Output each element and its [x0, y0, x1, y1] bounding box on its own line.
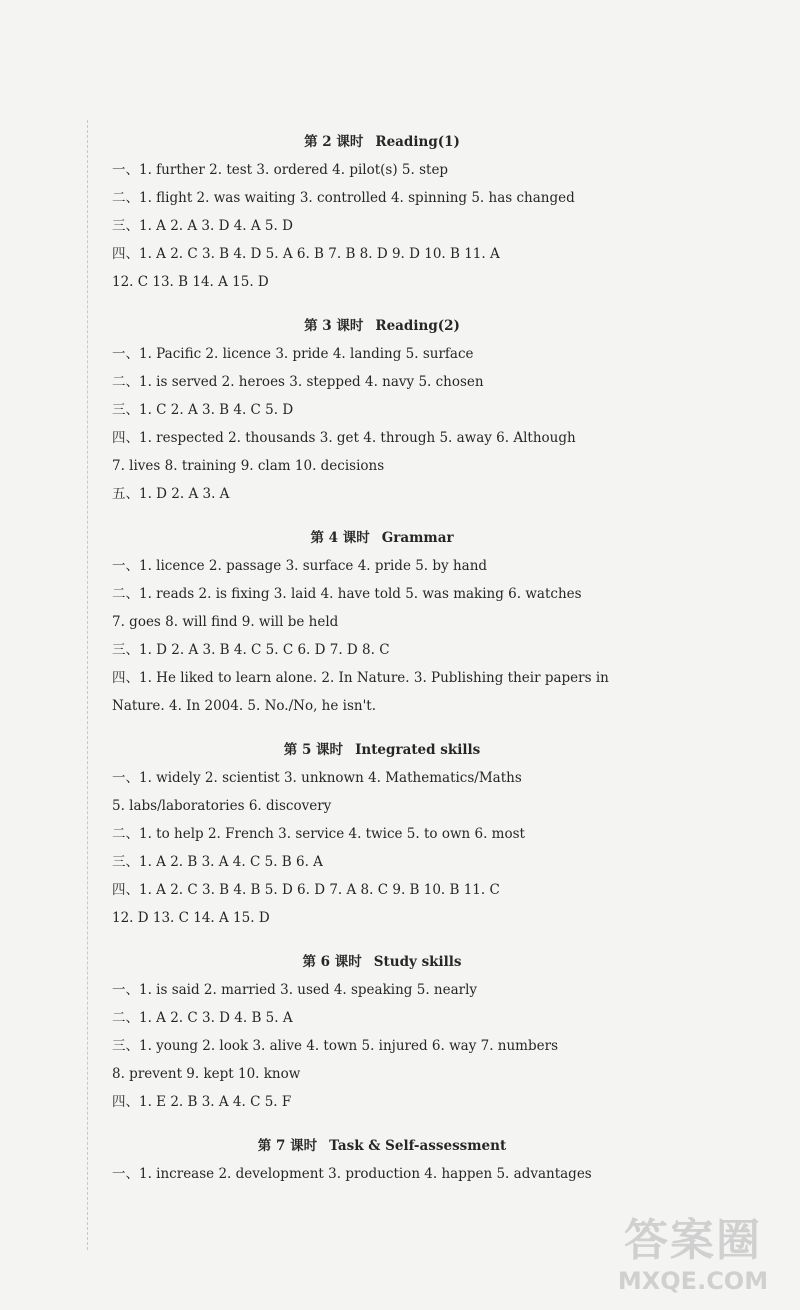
lesson-section-6 [112, 948, 652, 1116]
answer-line: 一、1. is said 2. married 3. used 4. speaking 5. nearly [112, 982, 478, 998]
lesson-topic: Integrated skills [355, 742, 481, 758]
lesson-topic: Reading(1) [375, 134, 460, 150]
lesson-number: 第 4 课时 [310, 530, 370, 546]
answer-line: 三、1. D 2. A 3. B 4. C 5. C 6. D 7. D 8. C [112, 642, 390, 658]
section-title [112, 736, 652, 764]
answer-line: 一、1. increase 2. development 3. production 4. happen 5. advantages [112, 1166, 592, 1182]
lesson-number: 第 6 课时 [302, 954, 362, 970]
answer-line: 7. goes 8. will find 9. will be held [112, 614, 339, 630]
section-title [112, 524, 652, 552]
lesson-topic: Grammar [381, 530, 454, 546]
watermark-domain: MXQE.COM [617, 1267, 769, 1295]
answer-line: 四、1. A 2. C 3. B 4. D 5. A 6. B 7. B 8. D 9. D 10. B 11. A [112, 246, 500, 262]
section-title [112, 948, 652, 976]
answer-line: 三、1. young 2. look 3. alive 4. town 5. injured 6. way 7. numbers [112, 1038, 559, 1054]
answer-line: 四、1. E 2. B 3. A 4. C 5. F [112, 1094, 292, 1110]
answer-line: 二、1. is served 2. heroes 3. stepped 4. navy 5. chosen [112, 374, 484, 390]
answer-line: 四、1. A 2. C 3. B 4. B 5. D 6. D 7. A 8. C 9. B 10. B 11. C [112, 882, 500, 898]
answer-line: 三、1. A 2. B 3. A 4. C 5. B 6. A [112, 854, 323, 870]
answer-line: 二、1. reads 2. is fixing 3. laid 4. have told 5. was making 6. watches [112, 586, 582, 602]
lesson-number: 第 3 课时 [304, 318, 364, 334]
answer-line: 二、1. flight 2. was waiting 3. controlled 4. spinning 5. has changed [112, 190, 575, 206]
lesson-section-3 [112, 312, 652, 508]
lesson-topic: Study skills [373, 954, 462, 970]
site-watermark-logo [598, 1214, 788, 1304]
lesson-number: 第 2 课时 [304, 134, 364, 150]
section-title [112, 312, 652, 340]
answer-line: 二、1. A 2. C 3. D 4. B 5. A [112, 1010, 293, 1026]
answer-line: 三、1. C 2. A 3. B 4. C 5. D [112, 402, 294, 418]
lesson-number: 第 7 课时 [257, 1138, 318, 1154]
lesson-section-4 [112, 524, 652, 720]
answer-line: 四、1. He liked to learn alone. 2. In Nature. 3. Publishing their papers in [112, 670, 609, 686]
section-title [112, 128, 652, 156]
answer-line: 7. lives 8. training 9. clam 10. decisions [112, 458, 385, 474]
lesson-section-2 [112, 128, 652, 296]
answer-line: 12. C 13. B 14. A 15. D [112, 274, 269, 290]
lesson-topic: Task & Self-assessment [329, 1138, 507, 1154]
binding-margin-line [87, 120, 89, 1250]
answer-line: 二、1. to help 2. French 3. service 4. twice 5. to own 6. most [112, 826, 525, 842]
answer-line: 一、1. licence 2. passage 3. surface 4. pride 5. by hand [112, 558, 488, 574]
answer-line: 一、1. Pacific 2. licence 3. pride 4. landing 5. surface [112, 346, 474, 362]
answer-line: 5. labs/laboratories 6. discovery [112, 798, 332, 814]
answer-line: 四、1. respected 2. thousands 3. get 4. through 5. away 6. Although [112, 430, 576, 446]
answer-line: Nature. 4. In 2004. 5. No./No, he isn't. [112, 698, 377, 714]
answer-line: 五、1. D 2. A 3. A [112, 486, 230, 502]
watermark-brand: 答案圈 [624, 1215, 762, 1266]
lesson-section-7 [112, 1132, 652, 1188]
lesson-topic: Reading(2) [375, 318, 460, 334]
lesson-section-5 [112, 736, 652, 932]
answer-line: 12. D 13. C 14. A 15. D [112, 910, 270, 926]
answer-line: 8. prevent 9. kept 10. know [112, 1066, 301, 1082]
lesson-number: 第 5 课时 [283, 742, 344, 758]
answer-content [112, 128, 652, 1188]
answer-line: 一、1. widely 2. scientist 3. unknown 4. Mathematics/Maths [112, 770, 522, 786]
answer-line: 三、1. A 2. A 3. D 4. A 5. D [112, 218, 293, 234]
section-title [112, 1132, 652, 1160]
answer-line: 一、1. further 2. test 3. ordered 4. pilot(s) 5. step [112, 162, 449, 178]
